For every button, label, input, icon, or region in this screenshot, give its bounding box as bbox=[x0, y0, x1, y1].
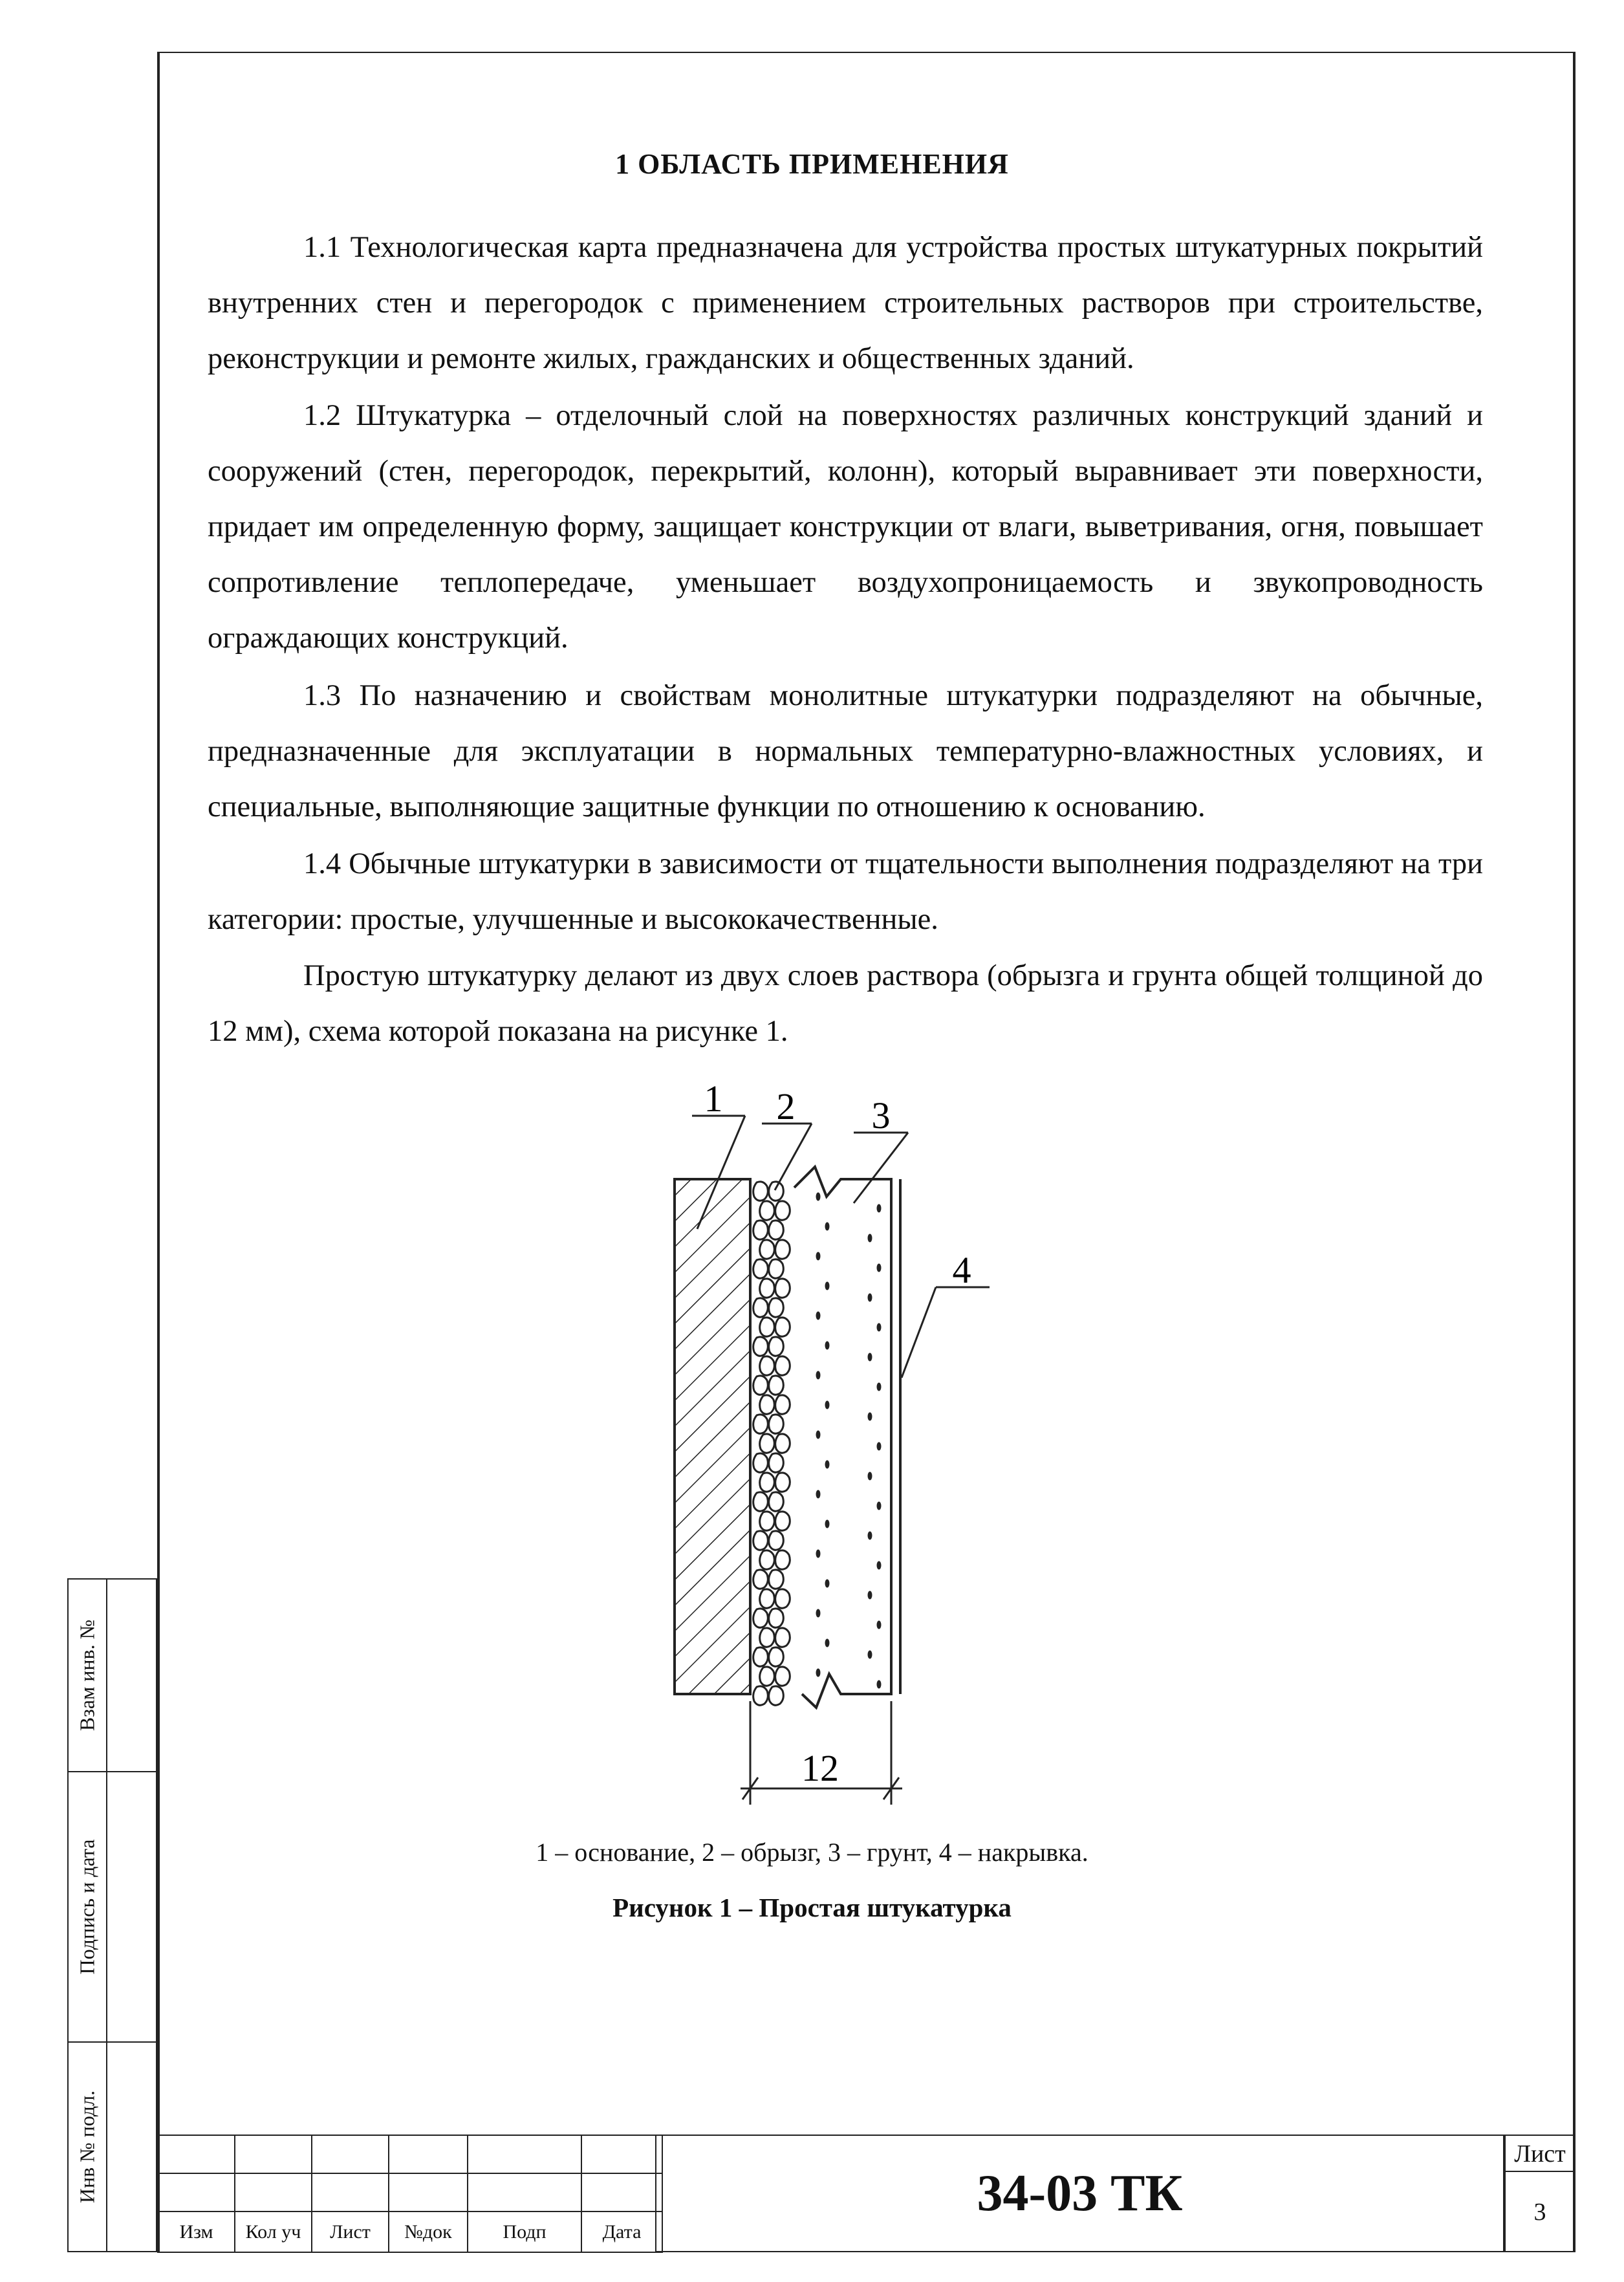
label-1: 1 bbox=[704, 1078, 723, 1120]
ground-layer-outline bbox=[794, 1167, 891, 1708]
paragraph-1-3: 1.3 По назначению и свойствам монолитные штукатурки подразделяют на обычные, предназначенные для эксплуатации в нормальных температурно-влажностных условиях, и специальные, выполняющие защитные функции по отношению к основанию. bbox=[208, 679, 1483, 823]
label-2: 2 bbox=[776, 1085, 796, 1127]
header-sheet: Лист bbox=[312, 2211, 389, 2252]
label-4: 4 bbox=[952, 1249, 971, 1291]
paragraph-simple-plaster: Простую штукатурку делают из двух слоев раствора (обрызга и грунта общей толщиной до 12 мм), схема которой показана на рисунке 1. bbox=[208, 959, 1483, 1048]
leader-2 bbox=[762, 1124, 812, 1190]
sheet-number: 3 bbox=[1504, 2172, 1575, 2252]
paragraph-1-1: 1.1 Технологическая карта предназначена для устройства простых штукатурных покрытий внутренних стен и перегородок с применением строительных растворов при строительстве, реконструкции и ремонте жилых, гражданских и общественных зданий. bbox=[208, 231, 1483, 375]
figure-caption: Рисунок 1 – Простая штукатурка bbox=[612, 1893, 1012, 1922]
document-code: 34-03 ТК bbox=[655, 2135, 1504, 2252]
paragraph-1-2: 1.2 Штукатурка – отделочный слой на поверхностях различных конструкций зданий и сооружений (стен, перегородок, перекрытий, колонн), который выравнивает эти поверхности, придает им определенную форму, защищает конструкции от влаги, выветривания, огня, повышает сопротивление теплопередаче, уменьшает воздухопроницаемость и звукопроводность ограждающих конструкций. bbox=[208, 399, 1483, 655]
stamp-replaced-inv-label: Взам инв. № bbox=[75, 1619, 99, 1732]
leader-4 bbox=[902, 1287, 990, 1378]
spray-layer bbox=[753, 1182, 790, 1705]
stamp-original-inv bbox=[67, 2043, 157, 2252]
header-quantity: Кол уч bbox=[235, 2211, 312, 2252]
base-layer bbox=[675, 1179, 750, 1694]
header-doc-no: №док bbox=[389, 2211, 468, 2252]
stamp-signature-date-label: Подпись и дата bbox=[75, 1839, 99, 1975]
ground-layer bbox=[816, 1193, 882, 1689]
header-date: Дата bbox=[581, 2211, 662, 2252]
paragraph-1-4: 1.4 Обычные штукатурки в зависимости от тщательности выполнения подразделяют на три категории: простые, улучшенные и высококачественные. bbox=[208, 847, 1483, 936]
stamp-original-inv-label: Инв № подл. bbox=[75, 2090, 99, 2204]
header-change: Изм bbox=[158, 2211, 235, 2252]
stamp-replaced-inv bbox=[67, 1578, 157, 1772]
header-signature: Подп bbox=[468, 2211, 581, 2252]
label-3: 3 bbox=[871, 1094, 891, 1136]
sheet-label: Лист bbox=[1504, 2135, 1575, 2172]
figure-legend: 1 – основание, 2 – обрызг, 3 – грунт, 4 – накрывка. bbox=[536, 1838, 1088, 1867]
revision-table bbox=[157, 2135, 663, 2253]
stamp-signature-date bbox=[67, 1772, 157, 2043]
section-title: 1 ОБЛАСТЬ ПРИМЕНЕНИЯ bbox=[615, 148, 1009, 180]
dimension-label: 12 bbox=[801, 1747, 839, 1789]
